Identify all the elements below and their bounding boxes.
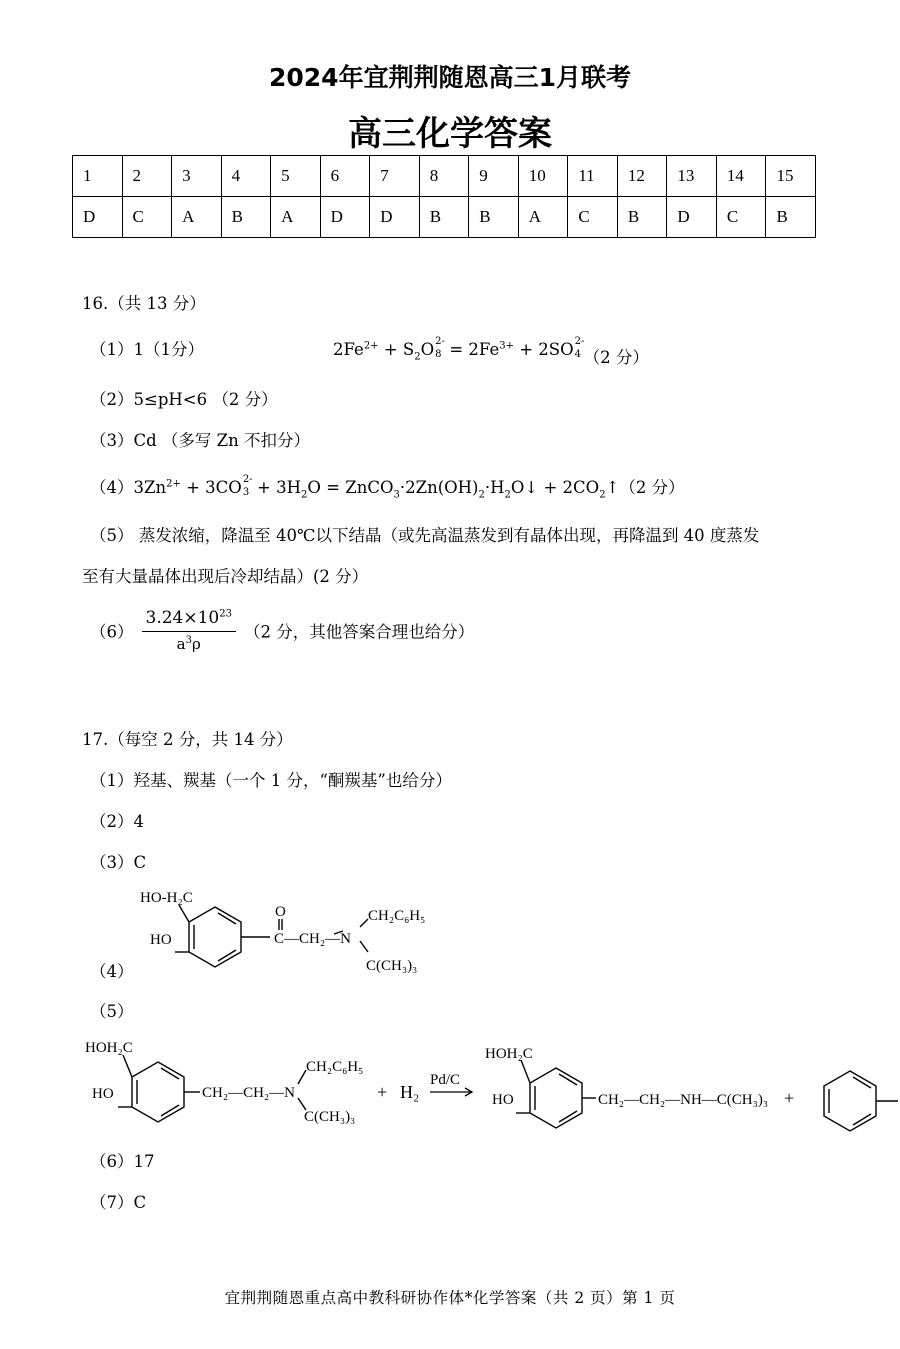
eq-score: （2 分） [583,348,649,367]
question-number-cell: 13 [667,156,717,197]
eq-sup: 23 [219,608,232,620]
page-footer: 宜荆荆随恩重点高中教科研协作体*化学答案（共 2 页）第 1 页 [224,1289,676,1307]
reaction-arrow [430,1088,472,1096]
q16-part6-label: （6） [90,622,134,642]
q16-part2: （2）5≤pH<6 （2 分） [90,390,278,409]
answer-cell: D [370,197,420,238]
struct4-chain: C—CH₂—N [274,931,351,947]
answer-cell: B [617,197,667,238]
question-number-cell: 4 [221,156,271,197]
struct4-tbutyl: C(CH₃)₃ [366,958,418,974]
fraction-numerator [142,608,236,632]
eq-sub: 3 [242,486,250,498]
q17-part2: （2）4 [90,812,144,831]
eq-text: O = ZnCO [307,478,394,497]
question-number-cell: 5 [271,156,321,197]
eq-sub: 3 [393,489,400,501]
plus-sign: + [784,1088,795,1108]
eq-text: + 3H [251,478,302,497]
q16-part6-score: （2 分，其他答案合理也给分） [243,622,475,642]
q17-reaction-5 [80,1030,900,1140]
q16-part5-line1: （5） 蒸发浓缩，降温至 40℃以下结晶（或先高温蒸发到有晶体出现，再降温到 40 度蒸发 [90,526,760,545]
answer-table-answer-row [73,197,816,238]
eq-text: ρ [191,635,201,653]
q17-part3: （3）C [90,853,147,872]
eq-sub: 4 [574,348,581,360]
toluene-benzene-ring [824,1071,898,1131]
eq-ion [574,335,585,360]
q16-part1-equation [333,335,649,367]
react-benzyl: CH₂C₆H₅ [306,1059,364,1075]
eq-ion [242,473,253,498]
eq-text: ·H [484,478,505,497]
struct4-hoh2c: HO-H₂C [140,890,193,906]
question-number-cell: 10 [518,156,568,197]
eq-text: = 2Fe [444,340,500,359]
answer-cell: C [122,197,172,238]
q16-part3: （3）Cd （多写 Zn 不扣分） [90,431,311,450]
answer-cell: D [73,197,123,238]
q16-title: 16.（共 13 分） [82,294,206,313]
react-tbutyl: C(CH₃)₃ [304,1109,356,1125]
q17-part7: （7）C [90,1193,147,1212]
answer-cell: B [221,197,271,238]
q16-part1-answer: （1）1（1分） [90,340,204,359]
eq-text: O [420,340,435,359]
answer-cell: B [469,197,519,238]
eq-sup: 2- [242,473,253,485]
q16-part4 [90,474,685,500]
eq-sup: 2- [574,335,585,347]
prod-hoh2c: HOH₂C [485,1046,533,1062]
q16-part5-line2: 至有大量晶体出现后冷却结晶）(2 分） [82,567,369,586]
eq-text: a [176,635,186,653]
struct4-ho: HO [150,932,172,948]
eq-sub: 2 [599,489,606,501]
question-number-cell: 14 [716,156,766,197]
fraction-denominator [142,632,236,653]
eq-sub: 2 [301,489,308,501]
answer-cell: C [716,197,766,238]
q17-part5-label: （5） [90,1002,134,1021]
eq-text: 2Fe [333,340,364,359]
question-number-cell: 12 [617,156,667,197]
exam-title: 2024年宜荆荆随恩高三1月联考 [269,63,631,92]
q17-structure-4 [130,872,450,982]
answer-cell: A [518,197,568,238]
answer-cell: D [667,197,717,238]
eq-sub: 2 [504,489,511,501]
prod-ho: HO [492,1092,514,1108]
question-number-cell: 6 [320,156,370,197]
react-hoh2c: HOH₂C [85,1040,133,1056]
question-number-cell: 9 [469,156,519,197]
answer-title: 高三化学答案 [348,114,552,154]
q17-title: 17.（每空 2 分，共 14 分） [82,730,293,749]
eq-text: ·2Zn(OH) [399,478,479,497]
answer-cell: A [271,197,321,238]
struct4-benzyl: CH₂C₆H₅ [368,908,426,924]
react-chain: CH₂—CH₂—N [202,1085,295,1101]
eq-text: ↑（2 分） [605,478,685,497]
q16-part6-fraction [142,608,236,653]
question-number-cell: 15 [766,156,816,197]
eq-sup: 2- [435,335,445,347]
answer-cell: B [419,197,469,238]
question-number-cell: 2 [122,156,172,197]
catalyst-label: Pd/C [430,1072,461,1088]
struct4-oxygen: O [275,904,286,920]
eq-sup: 3+ [499,340,514,352]
eq-ion [434,335,445,360]
q17-part1: （1）羟基、羰基（一个 1 分，“酮羰基”也给分） [90,771,452,790]
answer-table-number-row [73,156,816,197]
plus-sign: + [377,1082,388,1102]
q16-part6 [90,608,474,653]
hydrogen: H₂ [400,1082,420,1102]
q17-part4-label: （4） [90,962,134,981]
question-number-cell: 8 [419,156,469,197]
eq-text: 3.24×10 [145,608,220,628]
eq-sup: 2+ [166,478,181,490]
product-benzene-ring [516,1060,596,1128]
question-number-cell: 7 [370,156,420,197]
question-number-cell: 11 [568,156,618,197]
answer-cell: C [568,197,618,238]
eq-sub: 2 [478,489,485,501]
eq-text: + 2SO [513,340,574,359]
answer-table [72,155,816,238]
eq-sub: 8 [435,348,442,360]
eq-text: + 3CO [180,478,242,497]
eq-text: + S [378,340,415,359]
eq-sup: 2+ [363,340,379,352]
q17-part6: （6）17 [90,1152,155,1171]
prod-chain: CH₂—CH₂—NH—C(CH₃)₃ [598,1092,769,1108]
question-number-cell: 1 [73,156,123,197]
answer-cell: A [172,197,222,238]
answer-cell: D [320,197,370,238]
answer-cell: B [766,197,816,238]
eq-text: （4）3Zn [90,478,167,497]
eq-text: O↓ + 2CO [510,478,600,497]
eq-sub: 2 [414,351,421,363]
react-ho: HO [92,1086,114,1102]
eq-sup: 3 [185,635,192,646]
question-number-cell: 3 [172,156,222,197]
